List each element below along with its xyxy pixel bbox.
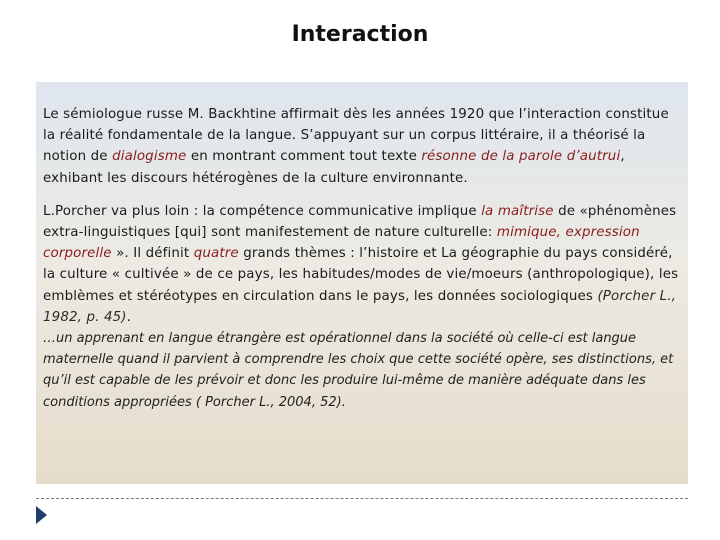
content-panel xyxy=(36,82,688,484)
paragraph-porcher xyxy=(43,201,680,328)
quote-porcher-2004: …un apprenant en langue étrangère est opérationnel dans la société où celle-ci est langue maternelle quand il parvient à comprendre les choix que cette société opère, ses distinctions, et qu’il est capable de les prévoir et donc les produire lui-même de manière adéquate dans les conditions appropriées ( Porcher L., 2004, 52). xyxy=(43,331,674,410)
term-quatre: quatre xyxy=(193,246,239,262)
p1-text-b: en montrant comment tout texte xyxy=(186,149,422,165)
slide-title: Interaction xyxy=(291,22,429,47)
p2-text-e: . xyxy=(126,309,132,325)
p2-text-a: L.Porcher va plus loin : la compétence communicative implique xyxy=(43,203,482,219)
p2-text-c: ». Il définit xyxy=(111,246,194,262)
p1-text-a: Le sémiologue russe M. Backhtine affirmait dès les années 1920 que l’interaction constitue la réalité fondamentale de la langue. S’appuyant sur un corpus littéraire, il a théorisé la notion de xyxy=(43,107,669,165)
p2-text-d: grands thèmes : l’histoire et La géographie du pays considéré, la culture « cultivée » de ce pays, les habitudes/modes de vie/moeurs (anthropologique), les emblèmes et stéréotypes en circulation dans le pays, les données sociologiques xyxy=(43,246,679,304)
term-dialogisme: dialogisme xyxy=(112,149,187,165)
footer-divider xyxy=(36,498,688,499)
citation-porcher-1982: (Porcher L., 1982, p. 45) xyxy=(43,288,677,325)
term-maitrise: la maîtrise xyxy=(481,203,554,219)
p1-text-c: , exhibant les discours hétérogènes de la culture environnante. xyxy=(43,149,625,186)
next-arrow-icon[interactable] xyxy=(36,506,47,524)
paragraph-bakhtine xyxy=(43,104,680,189)
term-parole-autrui: résonne de la parole d’autrui xyxy=(421,149,621,165)
term-mimique: mimique, expression corporelle xyxy=(43,225,640,262)
p2-text-b: de «phénomènes extra-linguistiques [qui] sont manifestement de nature culturelle: xyxy=(43,203,677,241)
